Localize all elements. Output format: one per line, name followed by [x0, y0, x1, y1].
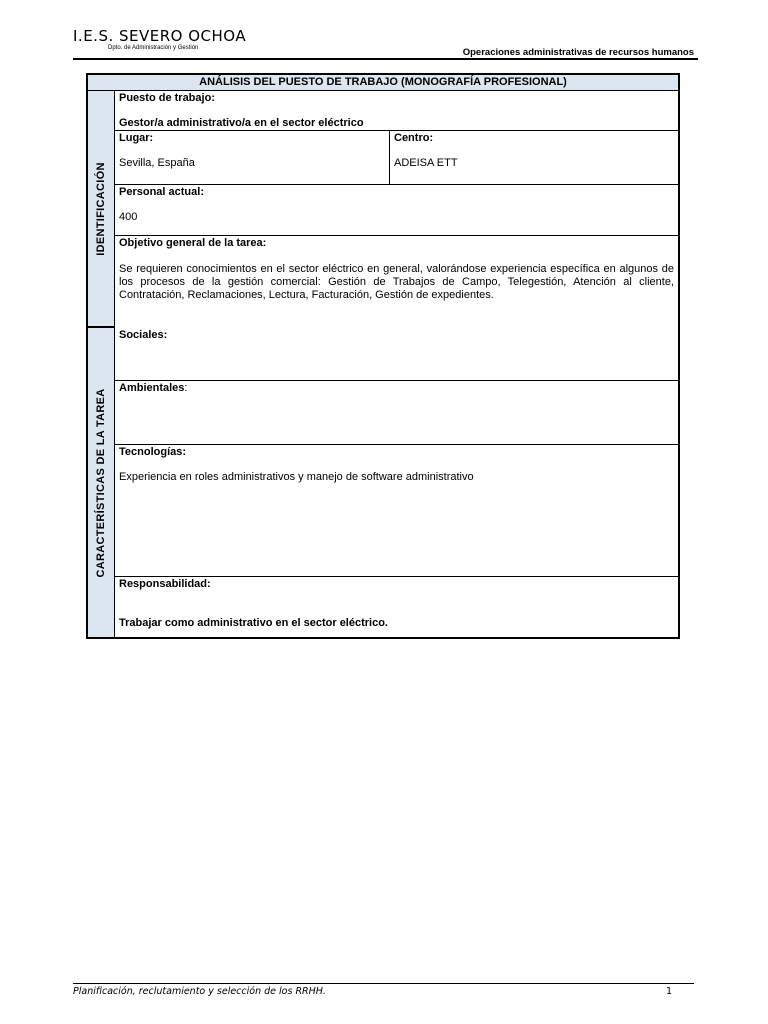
field-responsabilidad	[115, 577, 678, 637]
page-number: 1	[665, 986, 672, 997]
field-objetivo	[115, 236, 678, 328]
sociales-label: Sociales:	[119, 329, 168, 341]
section-caracteristicas-tab	[88, 328, 115, 637]
header-rule	[73, 58, 698, 60]
field-puesto	[115, 91, 678, 131]
field-lugar	[115, 131, 390, 185]
section-caracteristicas-label: CARACTERÍSTICAS DE LA TAREA	[95, 388, 107, 577]
responsabilidad-label: Responsabilidad:	[119, 578, 211, 590]
tecnologias-label: Tecnologías:	[119, 446, 187, 458]
centro-value: ADEISA ETT	[394, 157, 458, 169]
ambientales-heading	[119, 382, 674, 395]
personal-value: 400	[119, 211, 138, 223]
field-personal	[115, 185, 678, 236]
form-title: ANÁLISIS DEL PUESTO DE TRABAJO (MONOGRAFÍA PROFESIONAL)	[88, 75, 678, 91]
objetivo-value: Se requieren conocimientos en el sector eléctrico en general, valorándose experiencia específica en algunos de los procesos de la gestión comercial: Gestión de Trabajos de Campo, Telegestión, Atención al cliente, Contratación, Reclamaciones, Lectura, Facturación, Gestión de expedientes.	[119, 263, 674, 301]
centro-label: Centro:	[394, 132, 434, 144]
school-name: I.E.S. SEVERO OCHOA	[73, 27, 247, 45]
lugar-label: Lugar:	[119, 132, 154, 144]
puesto-label: Puesto de trabajo:	[119, 92, 215, 104]
job-analysis-form	[86, 73, 680, 639]
lugar-value: Sevilla, España	[119, 157, 195, 169]
puesto-value: Gestor/a administrativo/a en el sector eléctrico	[119, 117, 364, 129]
field-sociales	[115, 328, 678, 381]
field-tecnologias	[115, 445, 678, 577]
footer-rule	[73, 983, 694, 984]
section-identificacion-tab	[88, 91, 115, 328]
field-centro	[390, 131, 678, 185]
department-name: Dpto. de Administración y Gestión	[108, 45, 199, 51]
personal-label: Personal actual:	[119, 186, 204, 198]
ambientales-colon: :	[184, 382, 188, 394]
document-title: Operaciones administrativas de recursos humanos	[462, 47, 694, 58]
ambientales-label: Ambientales	[119, 382, 185, 394]
objetivo-label: Objetivo general de la tarea:	[119, 237, 267, 249]
tecnologias-value: Experiencia en roles administrativos y manejo de software administrativo	[119, 471, 474, 483]
section-identificacion-label: IDENTIFICACIÓN	[95, 161, 107, 256]
responsabilidad-value: Trabajar como administrativo en el sector eléctrico.	[119, 617, 388, 629]
footer-text: Planificación, reclutamiento y selección de los RRHH.	[73, 986, 326, 997]
field-ambientales	[115, 381, 678, 445]
